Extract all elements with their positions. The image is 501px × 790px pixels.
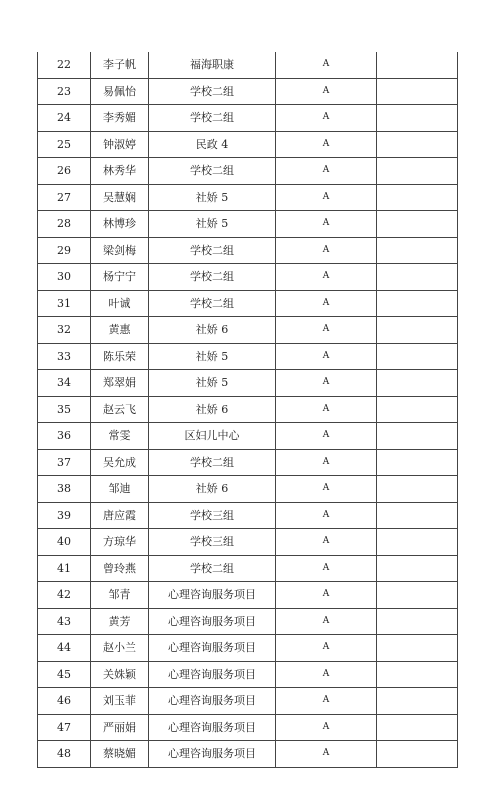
- row-number-cell: 26: [38, 158, 91, 185]
- row-number-cell: 47: [38, 714, 91, 741]
- note-cell: [377, 78, 458, 105]
- table-row: [38, 608, 458, 635]
- person-name-cell: 唐应霞: [91, 502, 149, 529]
- unit-cell: 学校三组: [149, 502, 276, 529]
- grade-cell: A: [276, 78, 377, 105]
- person-name-cell: 赵小兰: [91, 635, 149, 662]
- person-name-cell: 关姝颖: [91, 661, 149, 688]
- person-name-cell: 易佩怡: [91, 78, 149, 105]
- note-cell: [377, 264, 458, 291]
- unit-cell: 学校二组: [149, 78, 276, 105]
- grade-cell: A: [276, 529, 377, 556]
- note-cell: [377, 582, 458, 609]
- roster-table: [37, 52, 458, 768]
- table-row: [38, 582, 458, 609]
- row-number-cell: 36: [38, 423, 91, 450]
- row-number-cell: 43: [38, 608, 91, 635]
- unit-cell: 社娇 5: [149, 370, 276, 397]
- person-name-cell: 方琼华: [91, 529, 149, 556]
- note-cell: [377, 370, 458, 397]
- note-cell: [377, 396, 458, 423]
- table-row: [38, 423, 458, 450]
- row-number-cell: 41: [38, 555, 91, 582]
- grade-cell: A: [276, 290, 377, 317]
- grade-cell: A: [276, 52, 377, 78]
- note-cell: [377, 608, 458, 635]
- grade-cell: A: [276, 343, 377, 370]
- grade-cell: A: [276, 184, 377, 211]
- person-name-cell: 林秀华: [91, 158, 149, 185]
- grade-cell: A: [276, 131, 377, 158]
- grade-cell: A: [276, 423, 377, 450]
- unit-cell: 心理咨询服务项目: [149, 635, 276, 662]
- table-row: [38, 714, 458, 741]
- row-number-cell: 42: [38, 582, 91, 609]
- unit-cell: 心理咨询服务项目: [149, 608, 276, 635]
- person-name-cell: 刘玉菲: [91, 688, 149, 715]
- grade-cell: A: [276, 211, 377, 238]
- row-number-cell: 28: [38, 211, 91, 238]
- row-number-cell: 34: [38, 370, 91, 397]
- table-row: [38, 370, 458, 397]
- row-number-cell: 33: [38, 343, 91, 370]
- note-cell: [377, 237, 458, 264]
- unit-cell: 民政 4: [149, 131, 276, 158]
- person-name-cell: 梁剑梅: [91, 237, 149, 264]
- unit-cell: 社娇 5: [149, 184, 276, 211]
- note-cell: [377, 688, 458, 715]
- person-name-cell: 邹青: [91, 582, 149, 609]
- table-row: [38, 502, 458, 529]
- table-row: [38, 52, 458, 78]
- row-number-cell: 24: [38, 105, 91, 132]
- grade-cell: A: [276, 661, 377, 688]
- person-name-cell: 黄惠: [91, 317, 149, 344]
- grade-cell: A: [276, 317, 377, 344]
- row-number-cell: 44: [38, 635, 91, 662]
- table-row: [38, 661, 458, 688]
- table-row: [38, 476, 458, 503]
- row-number-cell: 30: [38, 264, 91, 291]
- note-cell: [377, 449, 458, 476]
- person-name-cell: 林博珍: [91, 211, 149, 238]
- note-cell: [377, 52, 458, 78]
- person-name-cell: 吴允成: [91, 449, 149, 476]
- unit-cell: 学校二组: [149, 290, 276, 317]
- note-cell: [377, 529, 458, 556]
- unit-cell: 学校二组: [149, 264, 276, 291]
- row-number-cell: 23: [38, 78, 91, 105]
- note-cell: [377, 158, 458, 185]
- grade-cell: A: [276, 370, 377, 397]
- table-row: [38, 449, 458, 476]
- roster-table-container: [37, 52, 458, 768]
- unit-cell: 学校二组: [149, 237, 276, 264]
- person-name-cell: 常雯: [91, 423, 149, 450]
- grade-cell: A: [276, 582, 377, 609]
- table-row: [38, 635, 458, 662]
- person-name-cell: 钟淑婷: [91, 131, 149, 158]
- note-cell: [377, 290, 458, 317]
- grade-cell: A: [276, 555, 377, 582]
- row-number-cell: 22: [38, 52, 91, 78]
- unit-cell: 学校二组: [149, 555, 276, 582]
- row-number-cell: 45: [38, 661, 91, 688]
- grade-cell: A: [276, 396, 377, 423]
- table-row: [38, 290, 458, 317]
- unit-cell: 区妇儿中心: [149, 423, 276, 450]
- grade-cell: A: [276, 264, 377, 291]
- grade-cell: A: [276, 158, 377, 185]
- grade-cell: A: [276, 449, 377, 476]
- row-number-cell: 29: [38, 237, 91, 264]
- grade-cell: A: [276, 237, 377, 264]
- note-cell: [377, 317, 458, 344]
- note-cell: [377, 741, 458, 768]
- unit-cell: 心理咨询服务项目: [149, 688, 276, 715]
- unit-cell: 福海职康: [149, 52, 276, 78]
- table-row: [38, 317, 458, 344]
- note-cell: [377, 555, 458, 582]
- person-name-cell: 李秀媚: [91, 105, 149, 132]
- table-row: [38, 131, 458, 158]
- unit-cell: 社娇 6: [149, 396, 276, 423]
- person-name-cell: 蔡晓媚: [91, 741, 149, 768]
- unit-cell: 心理咨询服务项目: [149, 582, 276, 609]
- note-cell: [377, 343, 458, 370]
- table-row: [38, 158, 458, 185]
- note-cell: [377, 423, 458, 450]
- table-row: [38, 211, 458, 238]
- unit-cell: 社娇 6: [149, 476, 276, 503]
- unit-cell: 学校二组: [149, 158, 276, 185]
- note-cell: [377, 476, 458, 503]
- table-row: [38, 78, 458, 105]
- unit-cell: 心理咨询服务项目: [149, 661, 276, 688]
- note-cell: [377, 714, 458, 741]
- person-name-cell: 吴慧娴: [91, 184, 149, 211]
- note-cell: [377, 131, 458, 158]
- person-name-cell: 赵云飞: [91, 396, 149, 423]
- person-name-cell: 黄芳: [91, 608, 149, 635]
- unit-cell: 社娇 5: [149, 343, 276, 370]
- note-cell: [377, 211, 458, 238]
- row-number-cell: 39: [38, 502, 91, 529]
- note-cell: [377, 184, 458, 211]
- person-name-cell: 邹迪: [91, 476, 149, 503]
- row-number-cell: 27: [38, 184, 91, 211]
- grade-cell: A: [276, 714, 377, 741]
- row-number-cell: 48: [38, 741, 91, 768]
- table-row: [38, 555, 458, 582]
- unit-cell: 学校二组: [149, 449, 276, 476]
- row-number-cell: 25: [38, 131, 91, 158]
- table-row: [38, 529, 458, 556]
- note-cell: [377, 635, 458, 662]
- table-row: [38, 741, 458, 768]
- person-name-cell: 叶诚: [91, 290, 149, 317]
- grade-cell: A: [276, 105, 377, 132]
- row-number-cell: 37: [38, 449, 91, 476]
- person-name-cell: 曾玲燕: [91, 555, 149, 582]
- grade-cell: A: [276, 608, 377, 635]
- table-row: [38, 237, 458, 264]
- person-name-cell: 陈乐荣: [91, 343, 149, 370]
- row-number-cell: 46: [38, 688, 91, 715]
- grade-cell: A: [276, 502, 377, 529]
- table-row: [38, 184, 458, 211]
- note-cell: [377, 502, 458, 529]
- unit-cell: 学校三组: [149, 529, 276, 556]
- row-number-cell: 31: [38, 290, 91, 317]
- table-row: [38, 688, 458, 715]
- row-number-cell: 35: [38, 396, 91, 423]
- table-row: [38, 343, 458, 370]
- grade-cell: A: [276, 741, 377, 768]
- note-cell: [377, 661, 458, 688]
- row-number-cell: 40: [38, 529, 91, 556]
- unit-cell: 社娇 5: [149, 211, 276, 238]
- grade-cell: A: [276, 476, 377, 503]
- unit-cell: 心理咨询服务项目: [149, 714, 276, 741]
- note-cell: [377, 105, 458, 132]
- table-row: [38, 396, 458, 423]
- grade-cell: A: [276, 635, 377, 662]
- person-name-cell: 李子帆: [91, 52, 149, 78]
- person-name-cell: 严丽娟: [91, 714, 149, 741]
- table-row: [38, 264, 458, 291]
- table-row: [38, 105, 458, 132]
- row-number-cell: 38: [38, 476, 91, 503]
- person-name-cell: 杨宁宁: [91, 264, 149, 291]
- unit-cell: 心理咨询服务项目: [149, 741, 276, 768]
- row-number-cell: 32: [38, 317, 91, 344]
- unit-cell: 社娇 6: [149, 317, 276, 344]
- person-name-cell: 郑翠娟: [91, 370, 149, 397]
- grade-cell: A: [276, 688, 377, 715]
- unit-cell: 学校二组: [149, 105, 276, 132]
- roster-table-body: [38, 52, 458, 767]
